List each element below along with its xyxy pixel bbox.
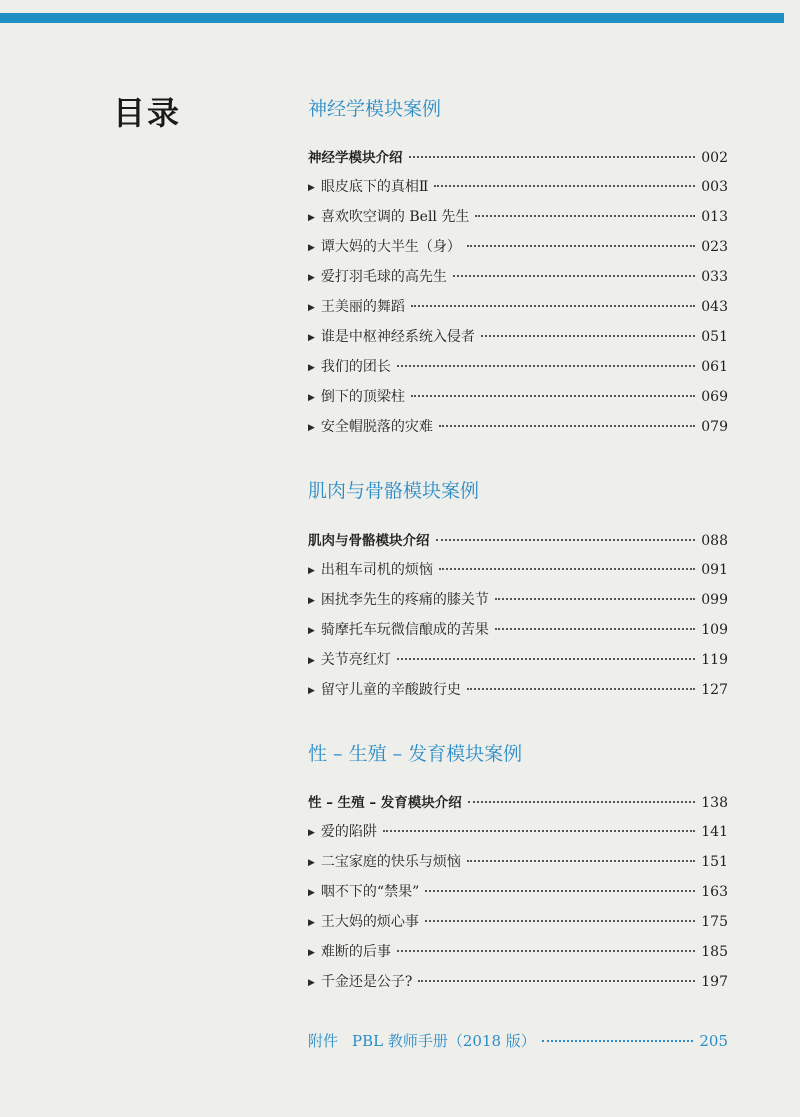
- toc-entry-label: 王大妈的烦心事: [320, 914, 419, 930]
- toc-entry-label: 王美丽的舞蹈: [320, 299, 405, 315]
- toc-entry-label: 谭大妈的大半生（身）: [320, 239, 461, 255]
- leader-dots: [425, 920, 695, 922]
- triangle-right-icon: ▶: [308, 978, 315, 988]
- triangle-right-icon: ▶: [308, 393, 315, 403]
- top-accent-bar: [0, 13, 784, 23]
- toc-entry-page: 127: [701, 682, 728, 698]
- page-title: 目录: [113, 94, 182, 132]
- toc-entry[interactable]: [308, 529, 728, 559]
- toc-entry[interactable]: [308, 941, 728, 971]
- toc-entry-label: 出租车司机的烦恼: [320, 562, 433, 578]
- toc-entry-label: 难断的后事: [320, 944, 391, 960]
- toc-entry[interactable]: [308, 791, 728, 821]
- toc-entry-page: 003: [701, 179, 728, 195]
- toc-entry[interactable]: [308, 326, 728, 356]
- triangle-right-icon: ▶: [308, 363, 315, 373]
- toc-section-neurology: [308, 146, 728, 446]
- toc-entry-page: 091: [701, 562, 728, 578]
- toc-entry[interactable]: [308, 559, 728, 589]
- triangle-right-icon: ▶: [308, 333, 315, 343]
- leader-dots: [425, 890, 695, 892]
- leader-dots: [467, 245, 695, 247]
- leader-dots: [439, 425, 695, 427]
- toc-entry-label: 留守儿童的辛酸跛行史: [320, 682, 461, 698]
- leader-dots: [542, 1040, 694, 1042]
- triangle-right-icon: ▶: [308, 858, 315, 868]
- toc-entry[interactable]: [308, 821, 728, 851]
- toc-entry[interactable]: [308, 589, 728, 619]
- triangle-right-icon: ▶: [308, 918, 315, 928]
- toc-entry[interactable]: [308, 416, 728, 446]
- leader-dots: [409, 156, 696, 158]
- leader-dots: [467, 860, 695, 862]
- toc-entry-page: 109: [701, 622, 728, 638]
- toc-entry-label: 爱的陷阱: [320, 824, 377, 840]
- toc-entry[interactable]: [308, 356, 728, 386]
- toc-section-reproduction: [308, 791, 728, 1001]
- toc-entry[interactable]: [308, 971, 728, 1001]
- toc-entry-label: 咽不下的“禁果”: [320, 884, 420, 900]
- toc-entry-label: 困扰李先生的疼痛的膝关节: [320, 592, 489, 608]
- leader-dots: [383, 830, 695, 832]
- toc-entry-page: 163: [701, 884, 728, 900]
- toc-entry[interactable]: [308, 649, 728, 679]
- triangle-right-icon: ▶: [308, 303, 315, 313]
- toc-entry[interactable]: [308, 176, 728, 206]
- toc-entry-label: 骑摩托车玩微信酿成的苦果: [320, 622, 489, 638]
- triangle-right-icon: ▶: [308, 243, 315, 253]
- leader-dots: [397, 365, 695, 367]
- toc-section-musculoskeletal: [308, 529, 728, 709]
- leader-dots: [434, 185, 695, 187]
- triangle-right-icon: ▶: [308, 626, 315, 636]
- toc-entry[interactable]: [308, 911, 728, 941]
- leader-dots: [436, 539, 696, 541]
- toc-entry-label: 我们的团长: [320, 359, 391, 375]
- toc-entry[interactable]: [308, 386, 728, 416]
- toc-entry-label: 眼皮底下的真相Ⅱ: [320, 179, 429, 195]
- appendix-page: 205: [699, 1032, 728, 1050]
- appendix-label: PBL 教师手册（2018 版）: [352, 1032, 536, 1050]
- toc-entry-label: 性 – 生殖 – 发育模块介绍: [308, 795, 462, 811]
- triangle-right-icon: ▶: [308, 656, 315, 666]
- toc-entry[interactable]: [308, 881, 728, 911]
- toc-entry-page: 079: [701, 419, 728, 435]
- triangle-right-icon: ▶: [308, 888, 315, 898]
- triangle-right-icon: ▶: [308, 948, 315, 958]
- triangle-right-icon: ▶: [308, 828, 315, 838]
- toc-entry-label: 关节亮红灯: [320, 652, 391, 668]
- toc-entry[interactable]: [308, 619, 728, 649]
- leader-dots: [411, 395, 695, 397]
- toc-entry-page: 141: [701, 824, 728, 840]
- triangle-right-icon: ▶: [308, 686, 315, 696]
- triangle-right-icon: ▶: [308, 423, 315, 433]
- toc-entry-label: 倒下的顶梁柱: [320, 389, 405, 405]
- leader-dots: [418, 980, 695, 982]
- toc-entry-page: 023: [701, 239, 728, 255]
- section-heading-musculoskeletal: 肌肉与骨骼模块案例: [308, 480, 480, 502]
- triangle-right-icon: ▶: [308, 596, 315, 606]
- toc-entry-page: 061: [701, 359, 728, 375]
- toc-entry-page: 175: [701, 914, 728, 930]
- leader-dots: [475, 215, 695, 217]
- toc-entry-label: 喜欢吹空调的 Bell 先生: [320, 209, 470, 225]
- triangle-right-icon: ▶: [308, 213, 315, 223]
- leader-dots: [495, 598, 695, 600]
- triangle-right-icon: ▶: [308, 566, 315, 576]
- section-heading-reproduction: 性 – 生殖 – 发育模块案例: [308, 743, 523, 765]
- toc-entry-page: 013: [701, 209, 728, 225]
- toc-entry-page: 033: [701, 269, 728, 285]
- toc-entry-page: 051: [701, 329, 728, 345]
- toc-entry-label: 神经学模块介绍: [308, 150, 403, 166]
- triangle-right-icon: ▶: [308, 273, 315, 283]
- toc-entry-page: 099: [701, 592, 728, 608]
- triangle-right-icon: ▶: [308, 183, 315, 193]
- toc-entry[interactable]: [308, 206, 728, 236]
- toc-entry-page: 197: [701, 974, 728, 990]
- leader-dots: [397, 950, 695, 952]
- section-heading-neurology: 神经学模块案例: [308, 98, 442, 120]
- toc-entry-label: 二宝家庭的快乐与烦恼: [320, 854, 461, 870]
- toc-entry-page: 043: [701, 299, 728, 315]
- toc-entry[interactable]: [308, 146, 728, 176]
- leader-dots: [468, 801, 695, 803]
- toc-entry-label: 爱打羽毛球的高先生: [320, 269, 447, 285]
- toc-entry-page: 185: [701, 944, 728, 960]
- leader-dots: [453, 275, 695, 277]
- toc-entry[interactable]: [308, 296, 728, 326]
- toc-entry[interactable]: [308, 851, 728, 881]
- appendix-prefix: 附件: [308, 1032, 339, 1050]
- toc-entry-page: 088: [701, 533, 728, 549]
- leader-dots: [397, 658, 695, 660]
- toc-entry-label: 千金还是公子?: [320, 974, 413, 990]
- leader-dots: [481, 335, 695, 337]
- toc-entry-label: 安全帽脱落的灾难: [320, 419, 433, 435]
- toc-entry-label: 肌肉与骨骼模块介绍: [308, 533, 430, 549]
- leader-dots: [439, 568, 695, 570]
- toc-entry[interactable]: [308, 679, 728, 709]
- toc-entry[interactable]: [308, 266, 728, 296]
- toc-entry-appendix[interactable]: [308, 1030, 728, 1051]
- leader-dots: [495, 628, 695, 630]
- leader-dots: [467, 688, 695, 690]
- toc-entry-label: 谁是中枢神经系统入侵者: [320, 329, 475, 345]
- toc-entry-page: 138: [701, 795, 728, 811]
- toc-entry-page: 002: [701, 150, 728, 166]
- toc-entry-page: 151: [701, 854, 728, 870]
- leader-dots: [411, 305, 695, 307]
- toc-entry-page: 069: [701, 389, 728, 405]
- toc-entry-page: 119: [701, 652, 728, 668]
- toc-entry[interactable]: [308, 236, 728, 266]
